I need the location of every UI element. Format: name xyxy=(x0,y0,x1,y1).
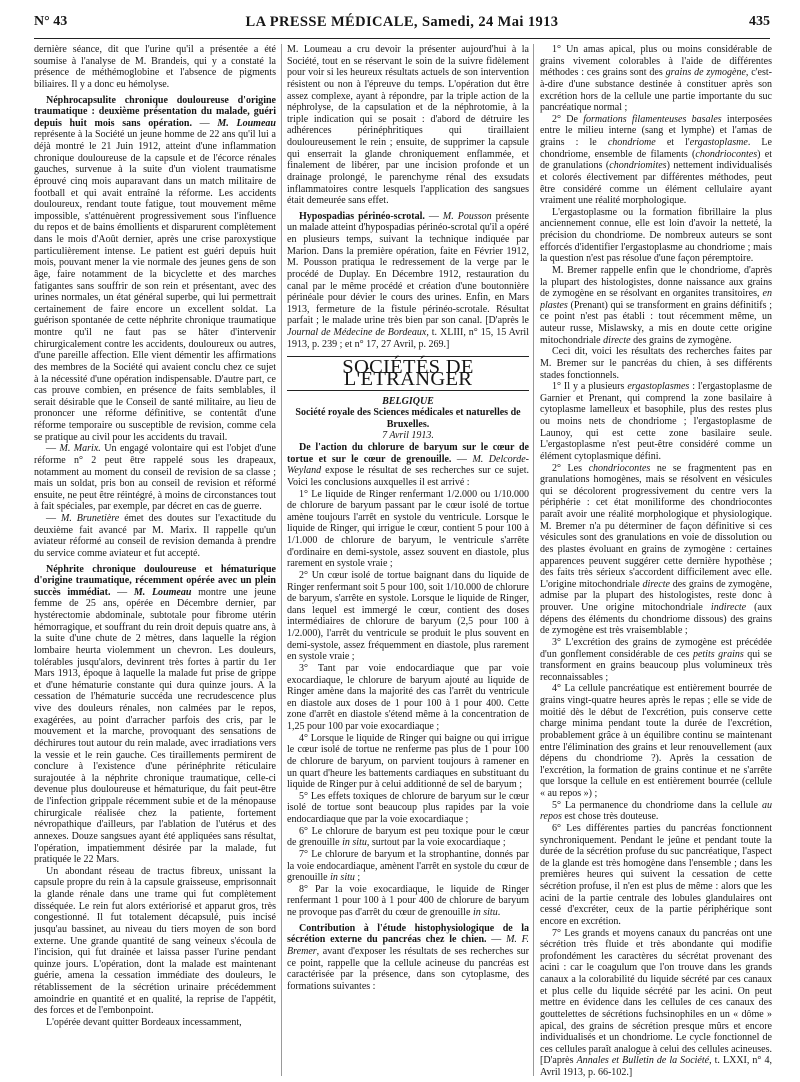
column-1 xyxy=(34,44,276,1078)
result-item: 1° Il y a plusieurs ergastoplasmes : l'ergastoplasme de Garnier et Prenant, qui comprend la zone basilaire à cytoplasme lamelleux et basophile, plus des restes plus ou moins nets de chondriome ; l'ergastoplasme de Launoy, qui est cette zone basilaire seule. L'ergastoplasme n'est peut-être considéré comme un élément cytoplasmique défini. xyxy=(540,381,772,462)
article-hypospadias: Hypospadias périnéo-scrotal. — M. Pousson présente un malade atteint d'hypospadias périnéo-scrotal qu'il a opéré en plusieurs temps, suivant la technique indiquée par Marion. Dans la première opération, faite en Février 1912, M. Pousson pratiqua le redressement de la verge par le procédé de Duplay. En Décembre 1912, restauration du canal par le même procédé et création d'une boutonnière périnéale pour dévier le cours des urines. Enfin, en Mars 1913, fermeture de la fistule périnéo-scrotale. Résultat parfait ; le malade urine très bien par son canal. [D'après le Journal de Médecine de Bordeaux, t. XLIII, n° 15, 15 Avril 1913, p. 239 ; et n° 17, 27 Avril, p. 269.] xyxy=(287,210,529,350)
column-divider xyxy=(281,44,282,1076)
article-nephrocapsulite: Néphrocapsulite chronique douloureuse d'origine traumatique : deuxième présentation du malade, guéri depuis huit mois sans opération. — M. Loumeau représente à la Société un jeune homme de 22 ans qu'il lui a déjà montré le 21 Juin 1912, atteint d'une inflammation chronique douloureuse de la capsule et de l'écorce rénales gauches, survenue à la suite d'un violent traumatisme éprouvé cinq mois auparavant dans un match militaire de football et qui avait entraîné la réforme. Les accidents douloureux, rendant toute fatigue, tout mouvement même impossible, s'atténuèrent progressivement sous l'influence du repos et de bains émollients et disparurent complètement dans le mois d'Août dernier, après une crise paroxystique particulièrement intense. Le patient est guéri depuis huit mois, pouvant mener la vie normale des jeunes gens de son âge, faire notamment de la bicyclette et des marches fatigantes sans souffrir de son rein et présentant, avec des urines normales, un état général superbe, qui lui permettrait certainement de faire encore un excellent soldat. La guérison spontanée de cette néphrite chronique traumatique montre qu'il ne faut pas se hâter d'intervenir chirurgicalement contre les accidents, douloureux ou autres, d'une pareille affection. Elle vient démentir les affirmations des membres de la Société qui avaient conclu chez ce sujet à la nécessité d'une opération indispensable. D'autre part, ce cas prouve combien, en présence de faits semblables, il serait désirable que le Conseil de santé militaire, au lieu de prononcer une réforme définitive, se contentât d'une réforme temporaire ou susceptible de revision, comme cela se pratique au civil pour les accidents du travail. xyxy=(34,94,276,443)
result-item: 2° Les chondriocontes ne se fragmentent pas en granulations homogènes, mais se résolvent en vésicules qui se décolorent progressivement du centre vers la périphérie : cet état moniliforme des chondriocontes paraît avoir une réalité morphologique et physiologique. M. Bremer n'a pu déterminer de façon définitive si ces vésicules sont des granulations en voie de dissolution ou des plastes évoluant en grains de zymogène : certaines apparences peuvent suggérer cette dernière hypothèse ; des faits très sérieux s'accordent difficilement avec elle. L'origine mitochondriale directe des grains de zymogène, admise par la plupart des histologistes, reste donc à prouver. Une origine mitochondriale indirecte (aux dépens des éléments du chondriome dissous) des grains de zymogène est très vraisemblable ; xyxy=(540,462,772,637)
column-2 xyxy=(287,44,529,1078)
page-number: 435 xyxy=(749,14,770,29)
paragraph: M. Loumeau a cru devoir la présenter aujourd'hui à la Société, tout en se réservant le soin de la suivre fidèlement pour voir si les heureux résultats actuels de son intervention résistent ou non à l'épreuve du temps. L'opération dut être assez complexe, ayant à répondre, par la triple action de la néphrolyse, de la capsulation et de la néphrotomie, à la triple indication qui se posait : d'abord de détruire les adhérences périnéphritiques qui tiraillaient douloureusement le rein ; ensuite, de supprimer la capsule qui enserrait la glande chroniquement enflammée, et finalement de libérer, par une incision profonde et un drainage prolongé, le parenchyme rénal des exsudats inflammatoires contre lesquels l'application des sangsues était demeurée sans effet. xyxy=(287,44,529,207)
article-title: Contribution à l'étude histophysiologique de la sécrétion externe du pancréas chez le chien. xyxy=(287,922,529,946)
article-chlorure-baryum: De l'action du chlorure de baryum sur le cœur de tortue et sur le cœur de grenouille. — M. Delcorde-Weyland expose le résultat de ses recherches sur ce sujet. Voici les conclusions auxquelles il est arrivé : xyxy=(287,442,529,488)
article-title: Néphrite chronique douloureuse et hématurique d'origine traumatique, récemment opérée avec un plein succès immédiat. xyxy=(34,563,276,598)
conclusion-item: 8° Par la voie exocardiaque, le liquide de Ringer renfermant 1 pour 100 à 1 pour 400 de chlorure de baryum ne provoque pas d'arrêt du cœur de grenouille in situ. xyxy=(287,883,529,918)
page-header xyxy=(34,14,770,34)
list-item: 1° Un amas apical, plus ou moins considérable de grains vivement colorables à l'aide de différentes méthodes : ces grains sont des grains de zymogène, c'est-à-dire d'une substance destinée à constituer après son excrétion hors de la cellule une partie importante du suc pancréatique normal ; xyxy=(540,44,772,114)
article-nephrite-hematurique: Néphrite chronique douloureuse et hématurique d'origine traumatique, récemment opérée avec un plein succès immédiat. — M. Loumeau montre une jeune femme de 25 ans, opérée en Décembre dernier, par hystérectomie abdominale, subtotale pour fibrome utérin hémorragique, et souffrant du rein droit depuis quatre ans, à la suite d'une chute de 2 mètres, dans laquelle la région lombaire heurta violemment un chevron. Les douleurs, tolérables jusqu'alors, devinrent très fortes à partir du 1er Mars 1913, époque à laquelle la malade fut prise de grippe et d'une hématurie constante qui dura quinze jours. A la cessation de l'hématurie succéda une recrudescence plus vive des douleurs rénales, non calmées par le repos, exagérées, au point d'arracher parfois des cris, par le mouvement et la marche, provoquant des sensations de déchirures tout autour du rein malade, avec irradiations vers la vessie et le rein gauche. Ces tiraillements permirent de conclure à l'existence d'une périnéphrite réticulaire surajoutée à la néphrite chronique traumatique, celle-ci devenue plus douloureuse et hématurique, du fait peut-être de l'infection grippale récemment subie et de la ménopause chirurgicale réalisée chez la patiente, fortement névropathique d'ailleurs, par l'ablation de l'utérus et des annexes. Douze sangsues ayant été appliquées sans résultat, l'opération, impatiemment désirée par la malade, fut pratiquée le 22 Mars. xyxy=(34,563,276,866)
result-item: 3° L'excrétion des grains de zymogène est précédée d'un gonflement considérable de ces petits grains qui se transforment en grains beaucoup plus volumineux très reconnaissables ; xyxy=(540,636,772,683)
conclusion-item: 4° Lorsque le liquide de Ringer qui baigne ou qui irrigue le cœur isolé de tortue ne renferme pas plus de 1 pour 100 de chlorure de baryum, on parvient toujours à ramener en un quart d'heure les battements cardiaques en substituant du liquide de Ringer pur à celui additionné de sel de baryum ; xyxy=(287,732,529,791)
paragraph: L'opérée devant quitter Bordeaux incessamment, xyxy=(46,1016,242,1028)
paragraph: — M. Brunetière émet des doutes sur l'exactitude du deuxième fait avancé par M. Marix. Il rappelle qu'un aviateur réformé au conseil de revision demanda à prendre du service comme aviateur et fut accepté. xyxy=(34,513,276,559)
result-item: 4° La cellule pancréatique est entièrement bourrée de grains vingt-quatre heures après le repas ; elle se vide de moitié dès le début de l'excrétion, puis conserve cette charge minima pendant toute la durée de l'excrétion, probablement grâce à un équilibre continu se maintenant entre l'élimination des grains et leur renouvellement (aux dépens du chondriome ?). Après la cessation de l'excrétion, la formation de grains continue et ne s'arrête que lorsque la cellule en est entièrement bourrée (cellule « au repos ») ; xyxy=(540,683,772,799)
paragraph: Un abondant réseau de tractus fibreux, unissant la capsule propre du rein à la capsule graisseuse, emprisonnait la glande rénale dans une trame qui fut complètement disséquée. Le rein fut alors extériorisé et apparut gros, très congestionné. Il fut totalement décapsulé, puis incisé jusqu'au bassinet, au niveau du tiers moyen de son bord externe. Une grande quantité de sang veineux s'écoula de l'incision, qui fut drainée et laissa passer l'urine pendant quinze jours. L'opération, dont la malade est maintenant guérie, amena la cessation immédiate des douleurs, le rétablissement de la sécrétion urinaire précédemment amoindrie en quantité et en qualité, la reprise de l'appétit, des forces et de l'embonpoint. xyxy=(34,865,276,1017)
session-date: 7 Avril 1913. xyxy=(382,430,434,442)
paragraph: L'ergastoplasme ou la formation fibrillaire la plus anciennement connue, elle est loin d'avoir la netteté, la précision du chondriome. De nombreux auteurs se sont efforcés d'identifier l'ergastoplasme au chondriome ; mais la question n'est pas résolue d'une façon péremptoire. xyxy=(540,206,772,265)
result-item: 6° Les différentes parties du pancréas fonctionnent synchroniquement. Pendant le jeûne et pendant toute la durée de la sécrétion profuse du suc pancréatique, l'aspect de la glande est très homogène dans l'ensemble ; dans les premières heures qui suivent la cessation de cette sécrétion profuse, il n'en est plus de même : alors que les acini de la partie centrale des lobules glandulaires ont cessé d'excréter, ceux de la partie périphérique sont encore en excrétion. xyxy=(540,822,772,927)
article-text: montre une jeune femme de 25 ans, opérée en Décembre dernier, par hystérectomie abdominale, subtotale pour fibrome utérin hémorragique, et souffrant du rein droit depuis quatre ans, à la suite d'une chute de 2 mètres, dans laquelle la région lombaire heurta violemment un chevron. Les douleurs, tolérables jusqu'alors, devinrent très fortes à partir du 1er Mars 1913, époque à laquelle la malade fut prise de grippe et d'une hématurie constante qui dura quinze jours. A la cessation de l'hématurie succéda une recrudescence plus vive des douleurs rénales, non calmées par le repos, exagérées, au point d'arracher parfois des cris, par le mouvement et la marche, provoquant des sensations de déchirures tout autour du rein malade, avec irradiations vers la vessie et le rein gauche. Ces tiraillements permirent de conclure à l'existence d'une périnéphrite réticulaire surajoutée à la néphrite chronique traumatique, celle-ci devenue plus douloureuse et hématurique, du fait peut-être de l'infection grippale récemment subie et de la ménopause chirurgicale réalisée chez la patiente, fortement névropathique d'ailleurs, par l'ablation de l'utérus et des annexes. Douze sangsues ayant été appliquées sans résultat, l'opération, impatiemment désirée par la malade, fut pratiquée le 22 Mars. xyxy=(34,586,276,866)
column-3 xyxy=(540,44,772,1078)
paragraph: M. Bremer rappelle enfin que le chondriome, d'après la plupart des histologistes, donne naissance aux grains de zymogène en se résolvant en organites transitoires, en plastes (Prenant) qui se transforment en grains définitifs ; ce point n'est pas établi : tout récemment même, un auteur russe, Mislawsky, a mis en doute cette origine mitochondriale directe des grains de zymogène. xyxy=(540,264,772,346)
conclusion-item: 6° Le chlorure de baryum est peu toxique pour le cœur de grenouille in situ, surtout par la voie exocardiaque ; xyxy=(287,825,529,849)
list-item: 2° De formations filamenteuses basales interposées entre le milieu interne (sang et lymphe) et l'amas de grains : le chondriome et l'ergastoplasme. Le chondriome, ensemble de filaments (chondriocontes) et de granulations (chondriomites) nettement individualisés et colorés électivement par différentes méthodes, peut être considéré comme un élément cellulaire ayant vraiment une réalité morphologique. xyxy=(540,113,772,207)
header-rule xyxy=(34,38,770,39)
country-heading: BELGIQUE xyxy=(382,395,434,407)
conclusion-item: 1° Le liquide de Ringer renfermant 1/2.000 ou 1/10.000 de chlorure de baryum passant par le cœur isolé de tortue amène toujours l'arrêt en systole du ventricule. Lorsque le liquide de Ringer, qui irrigue le cœur, contient 5 pour 100 à 1/1.000 de chlorure de baryum, le ventricule s'arrête d'ordinaire en demi-systole, assez souvent en diastole, plus rarement en systole vraie ; xyxy=(287,488,529,570)
article-title: De l'action du chlorure de baryum sur le cœur de tortue et sur le cœur de grenouille. xyxy=(287,442,529,465)
reference-journal: Annales et Bulletin de la Société xyxy=(576,1055,710,1067)
column-divider xyxy=(533,44,534,1076)
reference-journal: Journal de Médecine de Bordeaux xyxy=(287,327,427,338)
article-author: M. Pousson xyxy=(442,210,492,222)
section-title: SOCIÉTÉS DE L'ÉTRANGER xyxy=(287,356,529,390)
article-title: Néphrocapsulite chronique douloureuse d'origine traumatique : deuxième présentation du malade, guéri depuis huit mois sans opération. xyxy=(34,94,276,129)
article-author: M. Delcorde-Weyland xyxy=(287,453,529,477)
article-title: Hypospadias périnéo-scrotal. xyxy=(299,210,425,222)
society-name: Société royale des Sciences médicales et naturelles de Bruxelles. xyxy=(295,407,521,430)
conclusion-item: 2° Un cœur isolé de tortue baignant dans du liquide de Ringer renfermant soit 5 pour 100, soit 1/10.000 de chlorure de baryum, s'arrête en systole. Lorsque le liquide de Ringer, dans lequel est immergé le cœur, contient des doses intermédiaires de chlorure de baryum (2,5 pour 100 à 1/2.000), l'arrêt du ventricule se produit le plus souvent en demi-systole, assez fréquemment en diastole, plus rarement en systole vraie ; xyxy=(287,569,529,663)
conclusion-item: 7° Le chlorure de baryum et la strophantine, donnés par la voie endocardiaque, amènent l'arrêt en systole du cœur de grenouille in situ ; xyxy=(287,848,529,884)
article-author: M. Brunetière xyxy=(60,513,120,524)
paragraph: Ceci dit, voici les résultats des recherches faites par M. Bremer sur le pancréas du chien, à ses différents stades fonctionnels. xyxy=(540,346,772,381)
article-author: M. Loumeau xyxy=(217,117,276,129)
conclusion-item: 3° Tant par voie endocardiaque que par voie exocardiaque, le chlorure de baryum ajouté au liquide de Ringer amène dans la majorité des cas l'arrêt du ventricule en diastole aux doses de 1 pour 100 à 1 pour 400. Cette zone d'arrêt en diastole s'étend même à la concentration de 1,25 pour 100 par voie exocardiaque ; xyxy=(287,662,529,732)
journal-title: LA PRESSE MÉDICALE, Samedi, 24 Mai 1913 xyxy=(245,14,559,30)
article-text: représente à la Société un jeune homme de 22 ans qu'il lui a déjà montré le 21 Juin 1912, atteint d'une inflammation chronique douloureuse de la capsule et de l'écorce rénales gauches, survenue à la suite d'un violent traumatisme éprouvé cinq mois auparavant dans un match militaire de football et qui avait entraîné la réforme. Les accidents douloureux, rendant toute fatigue, tout mouvement même impossible, s'atténuèrent progressivement sous l'influence du repos et de bains émollients et disparurent complètement dans le mois d'Août dernier, après une crise paroxystique particulièrement intense. Le patient est guéri depuis huit mois, pouvant mener la vie normale des jeunes gens de son âge, faire notamment de la bicyclette et des marches fatigantes sans souffrir de son rein et présentant, avec des urines normales, un état général superbe, qui lui permettrait certainement de faire encore un excellent soldat. La guérison spontanée de cette néphrite chronique traumatique montre qu'il ne faut pas se hâter d'intervenir chirurgicalement contre les accidents, douloureux ou autres, d'une pareille affection. Elle vient démentir les affirmations des membres de la Société qui avaient conclu chez ce sujet à la nécessité d'une opération indispensable. D'autre part, ce cas prouve combien, en présence de faits semblables, il serait désirable que le Conseil de santé militaire, au lieu de prononcer une réforme définitive, se contentât d'une réforme temporaire ou susceptible de revision, comme cela se pratique au civil pour les accidents du travail. xyxy=(34,129,276,443)
conclusion-item: 5° Les effets toxiques de chlorure de baryum sur le cœur isolé de tortue sont beaucoup plus rapides par la voie endocardiaque que par la voie exocardiaque ; xyxy=(287,790,529,825)
result-item: 5° La permanence du chondriome dans la cellule au repos est chose très douteuse. xyxy=(540,799,772,823)
article-author: M. Loumeau xyxy=(133,586,192,598)
article-author: M. F. Bremer xyxy=(287,934,529,957)
paragraph: — M. Marix. Un engagé volontaire qui est l'objet d'une réforme n° 2 peut être rappelé sous les drapeaux, notamment au moment du conseil de revision de sa classe ; mais un soldat, pris bon au conseil de revision et réformé ensuite, ne peut être réintégré, à moins de circonstances tout à fait spéciales, par exemple, par décret en cas de guerre. xyxy=(34,443,276,513)
article-author: M. Marix. xyxy=(59,443,101,455)
result-item: 7° Les grands et moyens canaux du pancréas ont une sécrétion très fluide et très abondante qui modifie profondément les caractères du sécrétat provenant des acini : car le coagulum que l'on trouve dans les grands canaux a la colorabilité du liquide sécrété par ces canaux et plus celle du liquide sécrété par les acini. On peut mettre en évidence dans les cellules de ces canaux des gouttelettes de sécrétions fuchsinophiles en un « dôme » apical, des grains de sécrétion presque mûrs et encore individualisés et un chondriome. Le cycle fonctionnel de ces cellules paraît analogue à celui des cellules acineuses. [D'après Annales et Bulletin de la Société, t. LXXI, n° 4, Avril 1913, p. 66-102.] xyxy=(540,927,772,1078)
paragraph: dernière séance, dit que l'urine qu'il a présentée a été soumise à l'analyse de M. Brandeis, qui y a constaté la présence de méthémoglobine et l'absence de pigments biliaires. Il y a donc eu hémolyse. xyxy=(34,44,276,90)
issue-number: N° 43 xyxy=(34,14,68,29)
article-pancreas: Contribution à l'étude histophysiologique de la sécrétion externe du pancréas chez le chien. — M. F. Bremer, avant d'exposer les résultats de ses recherches sur ce point, rappelle que la cellule acineuse du pancréas est caractérisée par la présence, dans son cytoplasme, des formations suivantes : xyxy=(287,922,529,992)
